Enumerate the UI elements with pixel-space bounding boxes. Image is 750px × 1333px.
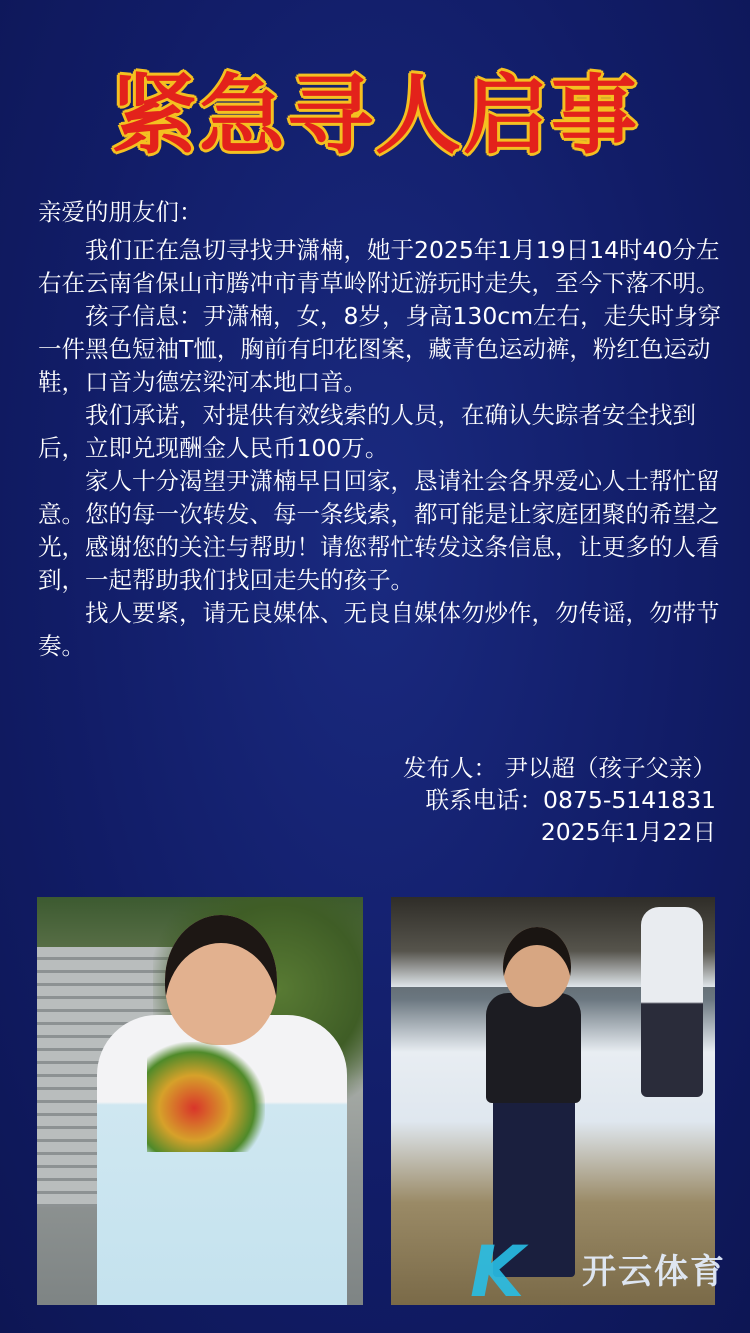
bystander-figure: [641, 907, 703, 1097]
signature-block: [403, 752, 716, 848]
notice-body: [38, 196, 722, 663]
publisher: 发布人： 尹以超（孩子父亲）: [403, 754, 716, 782]
paragraph-media-warning: 找人要紧，请无良媒体、无良自媒体勿炒作，勿传谣，勿带节奏。: [38, 599, 720, 660]
poster-title: 紧急寻人启事: [111, 66, 639, 166]
publish-date: 2025年1月22日: [540, 818, 716, 846]
autumn-leaves: [147, 1042, 265, 1152]
greeting: 亲爱的朋友们：: [38, 198, 203, 226]
paragraph-appeal: 家人十分渴望尹潇楠早日回家，恳请社会各界爱心人士帮忙留意。您的每一次转发、每一条线索，都可能是让家庭团聚的希望之光，感谢您的关注与帮助！请您帮忙转发这条信息，让更多的人看到，一起帮助我们找回走失的孩子。: [38, 467, 720, 594]
child-face: [503, 927, 571, 1007]
paragraph-missing: 我们正在急切寻找尹潇楠，她于2025年1月19日14时40分左右在云南省保山市腾冲市青草岭附近游玩时走失，至今下落不明。: [38, 236, 720, 297]
child-face: [165, 915, 277, 1045]
contact-phone: 联系电话：0875-5141831: [425, 786, 716, 814]
child-photo-stairs: [37, 897, 363, 1305]
child-black-tshirt: [486, 993, 581, 1103]
watermark-text: 开云体育: [582, 1252, 726, 1292]
paragraph-child-info: 孩子信息：尹潇楠，女，8岁，身高130cm左右，走失时身穿一件黑色短袖T恤，胸前有印花图案，藏青色运动裤，粉红色运动鞋，口音为德宏梁河本地口音。: [38, 302, 722, 396]
watermark-logo-icon: K: [470, 1231, 525, 1313]
watermark-logo: [470, 1232, 740, 1312]
paragraph-reward: 我们承诺，对提供有效线索的人员，在确认失踪者安全找到后，立即兑现酬金人民币100万。: [38, 401, 696, 462]
